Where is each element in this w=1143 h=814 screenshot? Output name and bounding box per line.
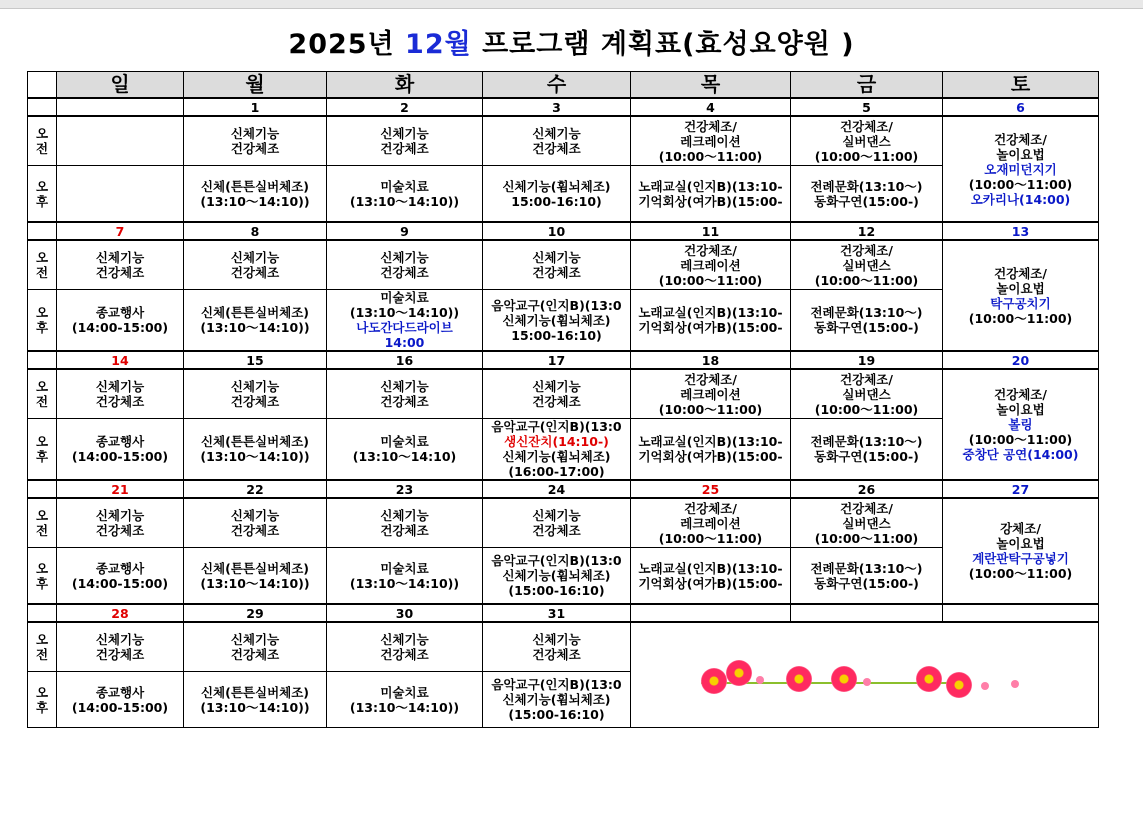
- date-cell: 21: [57, 480, 184, 498]
- date-cell: 4: [631, 98, 791, 116]
- program-line: (10:00～11:00): [658, 401, 763, 417]
- date-cell: 3: [483, 98, 631, 116]
- program-line: 종교행사: [95, 434, 145, 449]
- pm-row: [28, 548, 1099, 605]
- program-line: (14:00-15:00): [71, 699, 169, 715]
- pm-program-cell: [631, 548, 791, 605]
- program-line: 건강체조/: [840, 242, 893, 258]
- program-line: 레크레이션: [680, 515, 741, 531]
- program-line: 신체기능: [230, 126, 280, 141]
- am-program-cell: [57, 369, 184, 419]
- am-program-cell: [327, 369, 483, 419]
- saturday-program-cell: [943, 116, 1099, 222]
- program-line: (10:00～11:00): [968, 176, 1073, 192]
- am-row: [28, 622, 1099, 672]
- am-row: [28, 498, 1099, 548]
- am-program-cell: [327, 498, 483, 548]
- am-program-cell: [631, 369, 791, 419]
- pm-program-cell: [483, 672, 631, 728]
- program-line: 음악교구(인지B)(13:0: [491, 677, 622, 692]
- pm-program-cell: [184, 548, 327, 605]
- date-row: [28, 98, 1099, 116]
- program-line: 건강체조: [95, 647, 145, 662]
- am-program-cell: [483, 240, 631, 290]
- program-line: 오재미던지기: [984, 161, 1057, 177]
- page-title: [0, 22, 1143, 61]
- program-line: 건강체조: [532, 141, 581, 156]
- program-line: 종교행사: [95, 560, 145, 576]
- weekday-header-2: 화: [327, 72, 483, 99]
- program-line: 건강체조: [230, 394, 280, 409]
- program-line: (14:00-15:00): [71, 320, 169, 335]
- program-line: (10:00～11:00): [814, 272, 919, 288]
- window-top-bar: [0, 0, 1143, 9]
- program-line: 레크레이션: [680, 257, 741, 273]
- program-line: 실버댄스: [842, 257, 891, 273]
- pm-label: 오 후: [28, 419, 57, 481]
- saturday-program-cell: [943, 369, 1099, 480]
- date-cell: 14: [57, 351, 184, 369]
- date-cell: 22: [184, 480, 327, 498]
- program-line: (13:10～14:10)): [200, 320, 310, 335]
- program-line: (13:10～14:10)): [349, 193, 460, 209]
- program-line: 신체기능: [95, 632, 145, 647]
- program-line: (10:00～11:00): [814, 148, 919, 164]
- date-row-corner: [28, 351, 57, 369]
- program-line: 신체(튼튼실버체조): [200, 305, 310, 320]
- program-line: (10:00～11:00): [968, 310, 1073, 326]
- am-program-cell: [184, 622, 327, 672]
- program-line: (14:00-15:00): [71, 575, 169, 591]
- am-program-cell: [631, 240, 791, 290]
- program-line: 신체기능(휨뇌체조): [502, 692, 611, 707]
- pm-program-cell: [483, 166, 631, 223]
- program-line: 건강체조: [380, 141, 429, 156]
- am-program-cell: [483, 369, 631, 419]
- date-cell: 25: [631, 480, 791, 498]
- program-line: 강체조/: [1000, 521, 1041, 536]
- date-row: [28, 222, 1099, 240]
- program-line: 동화구연(15:00-): [814, 193, 919, 209]
- date-cell: 11: [631, 222, 791, 240]
- program-line: 실버댄스: [842, 133, 891, 149]
- program-line: 레크레이션: [680, 386, 741, 402]
- program-line: (15:00-16:10): [508, 707, 605, 722]
- pm-program-cell: [483, 419, 631, 481]
- program-line: 노래교실(인지B)(13:10-: [638, 560, 783, 576]
- program-line: 신체기능: [380, 250, 429, 265]
- program-line: 신체기능: [380, 379, 429, 394]
- date-cell: 24: [483, 480, 631, 498]
- title-text: 프로그램 계획표(효성요양원 ): [471, 29, 855, 60]
- pm-program-cell: [57, 548, 184, 605]
- program-line: 신체기능(휨뇌체조): [502, 178, 611, 194]
- program-line: (13:10～14:10)): [200, 575, 310, 591]
- program-line: (10:00～11:00): [658, 530, 763, 546]
- program-line: 신체기능: [532, 126, 581, 141]
- am-program-cell: [184, 240, 327, 290]
- program-line: 건강체조/: [684, 242, 737, 258]
- program-line: 신체기능: [532, 250, 581, 265]
- date-row: [28, 351, 1099, 369]
- date-cell: 8: [184, 222, 327, 240]
- program-line: (13:10～14:10)): [200, 699, 310, 715]
- program-line: (13:10～14:10)): [200, 449, 310, 464]
- program-line: (15:00-16:10): [508, 583, 605, 598]
- am-program-cell: [791, 498, 943, 548]
- program-line: 신체기능: [380, 632, 429, 647]
- pm-program-cell: [327, 419, 483, 481]
- pm-program-cell: [184, 419, 327, 481]
- am-program-cell: [631, 498, 791, 548]
- program-line: (13:10～14:10)): [349, 575, 460, 591]
- program-line: 노래교실(인지B)(13:10-: [638, 178, 783, 194]
- date-row-corner: [28, 480, 57, 498]
- am-program-cell: [57, 240, 184, 290]
- program-line: 노래교실(인지B)(13:10-: [638, 434, 783, 449]
- pm-program-cell: [57, 166, 184, 223]
- pm-program-cell: [791, 548, 943, 605]
- program-line: 신체기능: [230, 508, 280, 523]
- weekday-header-4: 목: [631, 72, 791, 99]
- header-corner: [28, 72, 57, 99]
- pm-program-cell: [327, 548, 483, 605]
- program-line: 탁구공치기: [990, 295, 1051, 311]
- pm-program-cell: [57, 419, 184, 481]
- date-cell: 7: [57, 222, 184, 240]
- program-line: 건강체조: [230, 523, 280, 538]
- program-line: 신체기능: [532, 508, 581, 523]
- date-row-corner: [28, 98, 57, 116]
- date-row: [28, 604, 1099, 622]
- pm-program-cell: [184, 672, 327, 728]
- date-row-corner: [28, 222, 57, 240]
- program-line: 건강체조: [95, 265, 145, 280]
- program-line: (10:00～11:00): [968, 432, 1073, 447]
- program-line: 종교행사: [95, 305, 145, 320]
- program-line: 놀이요법: [996, 402, 1045, 417]
- program-line: (10:00～11:00): [658, 272, 763, 288]
- am-row: [28, 116, 1099, 166]
- program-line: 미술치료: [380, 434, 429, 449]
- weekday-header-0: 일: [57, 72, 184, 99]
- title-year: 2025년: [288, 29, 406, 60]
- program-line: 신체기능: [230, 632, 280, 647]
- program-line: 동화구연(15:00-): [814, 575, 919, 591]
- am-program-cell: [791, 369, 943, 419]
- am-program-cell: [483, 116, 631, 166]
- program-line: 전례문화(13:10～): [810, 560, 923, 576]
- weekday-header-row: [28, 72, 1099, 99]
- program-line: 전례문화(13:10～): [810, 178, 923, 194]
- program-line: 건강체조/: [994, 265, 1047, 281]
- program-line: 건강체조: [95, 523, 145, 538]
- am-program-cell: [483, 622, 631, 672]
- am-row: [28, 240, 1099, 290]
- am-program-cell: [327, 622, 483, 672]
- pm-program-cell: [327, 166, 483, 223]
- date-cell: 29: [184, 604, 327, 622]
- am-label: 오 전: [28, 498, 57, 548]
- program-line: 건강체조: [380, 265, 429, 280]
- program-line: (13:10～14:10)): [349, 305, 460, 320]
- program-line: 건강체조: [532, 647, 581, 662]
- date-cell: 16: [327, 351, 483, 369]
- am-program-cell: [57, 498, 184, 548]
- pm-program-cell: [791, 419, 943, 481]
- program-line: 건강체조/: [684, 500, 737, 516]
- program-line: 신체기능: [230, 250, 280, 265]
- saturday-program-cell: [943, 240, 1099, 351]
- date-cell: 1: [184, 98, 327, 116]
- program-line: 건강체조/: [840, 118, 893, 134]
- program-line: 오카리나(14:00): [970, 191, 1071, 207]
- date-cell: 17: [483, 351, 631, 369]
- program-line: 생신잔치(14:10-): [504, 434, 609, 449]
- date-cell: [57, 98, 184, 116]
- pm-label: 오 후: [28, 166, 57, 223]
- program-line: 놀이요법: [996, 536, 1045, 551]
- program-line: 나도간다드라이브: [356, 320, 453, 335]
- program-calendar-table: [27, 71, 1099, 728]
- am-label: 오 전: [28, 116, 57, 166]
- program-line: (10:00～11:00): [814, 401, 919, 417]
- program-line: 건강체조: [380, 647, 429, 662]
- am-row: [28, 369, 1099, 419]
- program-line: 놀이요법: [996, 146, 1045, 162]
- date-cell: 12: [791, 222, 943, 240]
- pm-program-cell: [791, 166, 943, 223]
- program-line: 신체(튼튼실버체조): [200, 560, 310, 576]
- pm-program-cell: [631, 290, 791, 352]
- program-line: 놀이요법: [996, 280, 1045, 296]
- program-line: 건강체조/: [684, 371, 737, 387]
- program-line: (13:10～14:10)): [349, 699, 460, 715]
- program-line: 건강체조: [380, 523, 429, 538]
- program-line: 실버댄스: [842, 386, 891, 402]
- pm-label: 오 후: [28, 548, 57, 605]
- program-line: 음악교구(인지B)(13:0: [491, 553, 622, 568]
- am-program-cell: [791, 240, 943, 290]
- am-program-cell: [483, 498, 631, 548]
- program-line: 음악교구(인지B)(13:0: [491, 297, 622, 313]
- program-line: 건강체조: [230, 265, 280, 280]
- program-line: 건강체조: [532, 523, 581, 538]
- pm-label: 오 후: [28, 672, 57, 728]
- date-cell: 20: [943, 351, 1099, 369]
- date-cell: 13: [943, 222, 1099, 240]
- am-program-cell: [327, 240, 483, 290]
- program-line: 건강체조: [230, 647, 280, 662]
- program-line: 동화구연(15:00-): [814, 449, 919, 464]
- date-cell: [631, 604, 791, 622]
- program-line: 신체기능(휨뇌체조): [502, 312, 611, 328]
- date-cell: [791, 604, 943, 622]
- program-line: 기억회상(여가B)(15:00-: [638, 575, 783, 591]
- program-line: 중창단 공연(14:00): [962, 447, 1079, 462]
- date-cell: 10: [483, 222, 631, 240]
- program-line: 건강체조: [532, 394, 581, 409]
- date-cell: 30: [327, 604, 483, 622]
- program-line: 미술치료: [380, 290, 429, 305]
- program-line: (10:00～11:00): [968, 566, 1073, 581]
- date-cell: 31: [483, 604, 631, 622]
- am-program-cell: [631, 116, 791, 166]
- program-line: 미술치료: [380, 684, 429, 700]
- program-line: 신체(튼튼실버체조): [200, 178, 310, 194]
- program-line: 건강체조/: [994, 131, 1047, 147]
- program-line: 신체기능(휨뇌체조): [502, 449, 611, 464]
- pm-program-cell: [327, 290, 483, 352]
- pm-program-cell: [327, 672, 483, 728]
- am-program-cell: [184, 369, 327, 419]
- date-cell: 5: [791, 98, 943, 116]
- program-line: 신체기능: [532, 379, 581, 394]
- am-label: 오 전: [28, 240, 57, 290]
- program-line: 14:00: [384, 335, 425, 350]
- pm-program-cell: [184, 290, 327, 352]
- program-line: 음악교구(인지B)(13:0: [491, 419, 622, 434]
- program-line: 신체(튼튼실버체조): [200, 684, 310, 700]
- program-line: 노래교실(인지B)(13:10-: [638, 305, 783, 320]
- date-cell: [943, 604, 1099, 622]
- am-program-cell: [184, 116, 327, 166]
- am-label: 오 전: [28, 622, 57, 672]
- program-line: 건강체조: [95, 394, 145, 409]
- program-line: 미술치료: [380, 560, 429, 576]
- program-line: 기억회상(여가B)(15:00-: [638, 193, 783, 209]
- pm-program-cell: [57, 672, 184, 728]
- program-line: (16:00-17:00): [508, 464, 605, 479]
- program-line: (14:00-15:00): [71, 449, 169, 464]
- program-line: 건강체조/: [840, 500, 893, 516]
- program-line: 신체기능: [95, 379, 145, 394]
- saturday-program-cell: [943, 498, 1099, 604]
- program-line: (13:10～14:10)): [200, 193, 310, 209]
- date-cell: 18: [631, 351, 791, 369]
- pm-row: [28, 419, 1099, 481]
- program-line: 신체기능: [230, 379, 280, 394]
- program-line: (10:00～11:00): [814, 530, 919, 546]
- am-program-cell: [327, 116, 483, 166]
- program-line: 볼링: [1008, 417, 1033, 432]
- flower-garland-icon: [631, 622, 1099, 728]
- program-line: 건강체조/: [994, 387, 1047, 402]
- program-line: 기억회상(여가B)(15:00-: [638, 320, 783, 335]
- date-cell: 19: [791, 351, 943, 369]
- program-line: 신체기능: [95, 250, 145, 265]
- program-line: 전례문화(13:10～): [810, 305, 923, 320]
- date-cell: 15: [184, 351, 327, 369]
- program-line: 전례문화(13:10～): [810, 434, 923, 449]
- pm-program-cell: [184, 166, 327, 223]
- pm-program-cell: [631, 166, 791, 223]
- program-line: 15:00-16:10): [511, 327, 602, 343]
- program-line: 기억회상(여가B)(15:00-: [638, 449, 783, 464]
- am-program-cell: [57, 116, 184, 166]
- program-line: 종교행사: [95, 684, 145, 700]
- program-line: 신체기능: [380, 508, 429, 523]
- program-line: 미술치료: [380, 178, 429, 194]
- date-row-corner: [28, 604, 57, 622]
- program-line: 건강체조: [230, 141, 280, 156]
- weekday-header-6: 토: [943, 72, 1099, 99]
- date-cell: 9: [327, 222, 483, 240]
- am-program-cell: [57, 622, 184, 672]
- program-line: 신체기능: [532, 632, 581, 647]
- title-month: 12월: [405, 29, 472, 60]
- pm-label: 오 후: [28, 290, 57, 352]
- date-row: [28, 480, 1099, 498]
- program-line: (13:10～14:10): [352, 449, 457, 464]
- date-cell: 26: [791, 480, 943, 498]
- pm-row: [28, 166, 1099, 223]
- program-line: 신체기능: [380, 126, 429, 141]
- am-program-cell: [791, 116, 943, 166]
- program-line: 건강체조: [532, 265, 581, 280]
- program-line: 건강체조/: [840, 371, 893, 387]
- weekday-header-3: 수: [483, 72, 631, 99]
- pm-program-cell: [483, 290, 631, 352]
- pm-program-cell: [483, 548, 631, 605]
- program-line: 건강체조: [380, 394, 429, 409]
- am-label: 오 전: [28, 369, 57, 419]
- program-line: 동화구연(15:00-): [814, 320, 919, 335]
- date-cell: 27: [943, 480, 1099, 498]
- weekday-header-5: 금: [791, 72, 943, 99]
- program-line: 실버댄스: [842, 515, 891, 531]
- program-line: 건강체조/: [684, 118, 737, 134]
- date-cell: 2: [327, 98, 483, 116]
- pm-program-cell: [631, 419, 791, 481]
- program-line: 신체기능: [95, 508, 145, 523]
- date-cell: 23: [327, 480, 483, 498]
- program-line: 신체(튼튼실버체조): [200, 434, 310, 449]
- program-line: 계란판탁구공넣기: [972, 551, 1069, 566]
- program-line: 레크레이션: [680, 133, 741, 149]
- pm-program-cell: [57, 290, 184, 352]
- date-cell: 28: [57, 604, 184, 622]
- program-line: (10:00～11:00): [658, 148, 763, 164]
- pm-row: [28, 290, 1099, 352]
- weekday-header-1: 월: [184, 72, 327, 99]
- pm-program-cell: [791, 290, 943, 352]
- program-line: 15:00-16:10): [511, 193, 602, 209]
- am-program-cell: [184, 498, 327, 548]
- program-line: 신체기능(휨뇌체조): [502, 568, 611, 583]
- date-cell: 6: [943, 98, 1099, 116]
